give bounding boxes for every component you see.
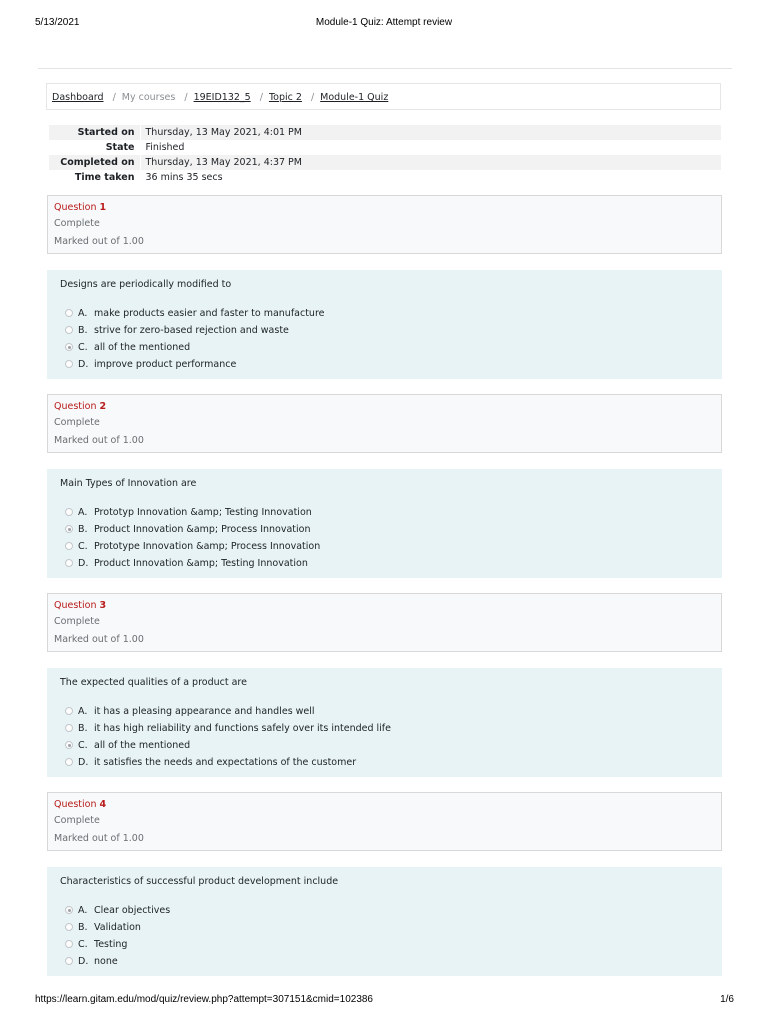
radio-button[interactable] bbox=[65, 525, 73, 533]
question-state: Complete bbox=[54, 815, 100, 826]
print-header bbox=[0, 17, 768, 31]
answer-letter: B. bbox=[78, 325, 88, 336]
radio-button[interactable] bbox=[65, 940, 73, 948]
radio-button[interactable] bbox=[65, 542, 73, 550]
radio-button[interactable] bbox=[65, 906, 73, 914]
radio-button[interactable] bbox=[65, 758, 73, 766]
question-state: Complete bbox=[54, 218, 100, 229]
question-content bbox=[47, 270, 722, 379]
answer-option[interactable] bbox=[65, 754, 391, 771]
question-label: Question bbox=[54, 799, 97, 810]
print-title: Module-1 Quiz: Attempt review bbox=[315, 17, 453, 28]
radio-button[interactable] bbox=[65, 957, 73, 965]
radio-button[interactable] bbox=[65, 343, 73, 351]
answer-text: none bbox=[94, 956, 118, 967]
question-number bbox=[54, 797, 715, 812]
divider bbox=[38, 68, 732, 69]
question-label: Question bbox=[54, 600, 97, 611]
answer-letter: A. bbox=[78, 706, 88, 717]
breadcrumb-quiz[interactable]: Module-1 Quiz bbox=[320, 92, 389, 103]
answer-list bbox=[65, 703, 391, 771]
answer-letter: A. bbox=[78, 507, 88, 518]
answer-text: Validation bbox=[94, 922, 141, 933]
answer-text: improve product performance bbox=[94, 359, 237, 370]
answer-letter: A. bbox=[78, 308, 88, 319]
answer-option[interactable] bbox=[65, 902, 170, 919]
question-label: Question bbox=[54, 202, 97, 213]
summary-row bbox=[49, 140, 721, 155]
answer-option[interactable] bbox=[65, 305, 325, 322]
answer-letter: C. bbox=[78, 541, 88, 552]
question-state: Complete bbox=[54, 417, 100, 428]
radio-button[interactable] bbox=[65, 724, 73, 732]
print-date: 5/13/2021 bbox=[35, 17, 80, 28]
radio-button[interactable] bbox=[65, 923, 73, 931]
question-text: The expected qualities of a product are bbox=[60, 677, 247, 688]
answer-text: Prototype Innovation &amp; Process Innovation bbox=[94, 541, 321, 552]
question-grade: Marked out of 1.00 bbox=[54, 634, 144, 645]
answer-option[interactable] bbox=[65, 703, 391, 720]
answer-text: it satisfies the needs and expectations of the customer bbox=[94, 757, 357, 768]
answer-text: Testing bbox=[94, 939, 128, 950]
question-grade: Marked out of 1.00 bbox=[54, 435, 144, 446]
print-footer bbox=[0, 994, 768, 1008]
answer-option[interactable] bbox=[65, 538, 320, 555]
question-text: Main Types of Innovation are bbox=[60, 478, 197, 489]
answer-letter: B. bbox=[78, 922, 88, 933]
question-content bbox=[47, 469, 722, 578]
answer-text: it has high reliability and functions safely over its intended life bbox=[94, 723, 391, 734]
answer-letter: D. bbox=[78, 359, 89, 370]
answer-option[interactable] bbox=[65, 953, 170, 970]
answer-letter: C. bbox=[78, 939, 88, 950]
answer-letter: D. bbox=[78, 956, 89, 967]
question-info bbox=[47, 394, 722, 453]
question-grade: Marked out of 1.00 bbox=[54, 833, 144, 844]
answer-text: Product Innovation &amp; Process Innovation bbox=[94, 524, 311, 535]
question-number bbox=[54, 399, 715, 414]
summary-value: Thursday, 13 May 2021, 4:01 PM bbox=[140, 125, 721, 140]
answer-option[interactable] bbox=[65, 339, 325, 356]
answer-option[interactable] bbox=[65, 720, 391, 737]
answer-text: Product Innovation &amp; Testing Innovation bbox=[94, 558, 308, 569]
question-state: Complete bbox=[54, 616, 100, 627]
question-text: Characteristics of successful product development include bbox=[60, 876, 339, 887]
answer-list bbox=[65, 305, 325, 373]
summary-row bbox=[49, 170, 721, 185]
answer-text: all of the mentioned bbox=[94, 342, 191, 353]
answer-letter: D. bbox=[78, 757, 89, 768]
answer-option[interactable] bbox=[65, 356, 325, 373]
question-number-value: 2 bbox=[99, 401, 107, 412]
question-number-value: 3 bbox=[99, 600, 107, 611]
answer-text: it has a pleasing appearance and handles well bbox=[94, 706, 315, 717]
question-number bbox=[54, 598, 715, 613]
breadcrumb-separator: / bbox=[112, 92, 116, 103]
print-url: https://learn.gitam.edu/mod/quiz/review.php?attempt=307151&cmid=102386 bbox=[35, 994, 373, 1005]
summary-row bbox=[49, 125, 721, 140]
radio-button[interactable] bbox=[65, 309, 73, 317]
answer-option[interactable] bbox=[65, 555, 320, 572]
attempt-summary-table bbox=[49, 125, 721, 185]
answer-option[interactable] bbox=[65, 737, 391, 754]
answer-option[interactable] bbox=[65, 504, 320, 521]
answer-option[interactable] bbox=[65, 936, 170, 953]
question-content bbox=[47, 867, 722, 976]
answer-text: all of the mentioned bbox=[94, 740, 191, 751]
answer-letter: A. bbox=[78, 905, 88, 916]
summary-value: 36 mins 35 secs bbox=[145, 172, 223, 183]
answer-list bbox=[65, 902, 170, 970]
question-info bbox=[47, 195, 722, 254]
breadcrumb-separator: / bbox=[184, 92, 188, 103]
summary-row bbox=[49, 155, 721, 170]
radio-button[interactable] bbox=[65, 559, 73, 567]
question-content bbox=[47, 668, 722, 777]
question-grade: Marked out of 1.00 bbox=[54, 236, 144, 247]
answer-letter: B. bbox=[78, 723, 88, 734]
summary-label: Time taken bbox=[49, 170, 140, 185]
breadcrumb-dashboard[interactable]: Dashboard bbox=[52, 92, 104, 103]
answer-option[interactable] bbox=[65, 322, 325, 339]
answer-option[interactable] bbox=[65, 521, 320, 538]
summary-label: State bbox=[49, 140, 140, 155]
summary-label: Started on bbox=[49, 125, 140, 140]
radio-button[interactable] bbox=[65, 508, 73, 516]
breadcrumb-course[interactable]: 19EID132_5 bbox=[193, 92, 251, 103]
answer-letter: B. bbox=[78, 524, 88, 535]
radio-button[interactable] bbox=[65, 326, 73, 334]
question-label: Question bbox=[54, 401, 97, 412]
answer-text: Prototyp Innovation &amp; Testing Innovation bbox=[94, 507, 312, 518]
question-info bbox=[47, 593, 722, 652]
radio-button[interactable] bbox=[65, 707, 73, 715]
answer-option[interactable] bbox=[65, 919, 170, 936]
breadcrumb bbox=[46, 83, 721, 110]
question-number-value: 4 bbox=[99, 799, 107, 810]
answer-letter: C. bbox=[78, 342, 88, 353]
summary-label: Completed on bbox=[49, 155, 140, 170]
summary-value: Finished bbox=[145, 142, 185, 153]
radio-button[interactable] bbox=[65, 741, 73, 749]
radio-button[interactable] bbox=[65, 360, 73, 368]
answer-text: strive for zero-based rejection and waste bbox=[94, 325, 289, 336]
answer-text: make products easier and faster to manufacture bbox=[94, 308, 325, 319]
answer-letter: C. bbox=[78, 740, 88, 751]
question-text: Designs are periodically modified to bbox=[60, 279, 232, 290]
answer-list bbox=[65, 504, 320, 572]
breadcrumb-separator: / bbox=[310, 92, 315, 103]
question-number-value: 1 bbox=[99, 202, 107, 213]
summary-value: Thursday, 13 May 2021, 4:37 PM bbox=[140, 155, 721, 170]
question-number bbox=[54, 200, 715, 215]
breadcrumb-separator: / bbox=[259, 92, 263, 103]
page-number: 1/6 bbox=[720, 994, 734, 1005]
answer-text: Clear objectives bbox=[94, 905, 171, 916]
breadcrumb-my-courses: My courses bbox=[121, 92, 176, 103]
breadcrumb-topic[interactable]: Topic 2 bbox=[268, 92, 302, 103]
question-info bbox=[47, 792, 722, 851]
answer-letter: D. bbox=[78, 558, 89, 569]
